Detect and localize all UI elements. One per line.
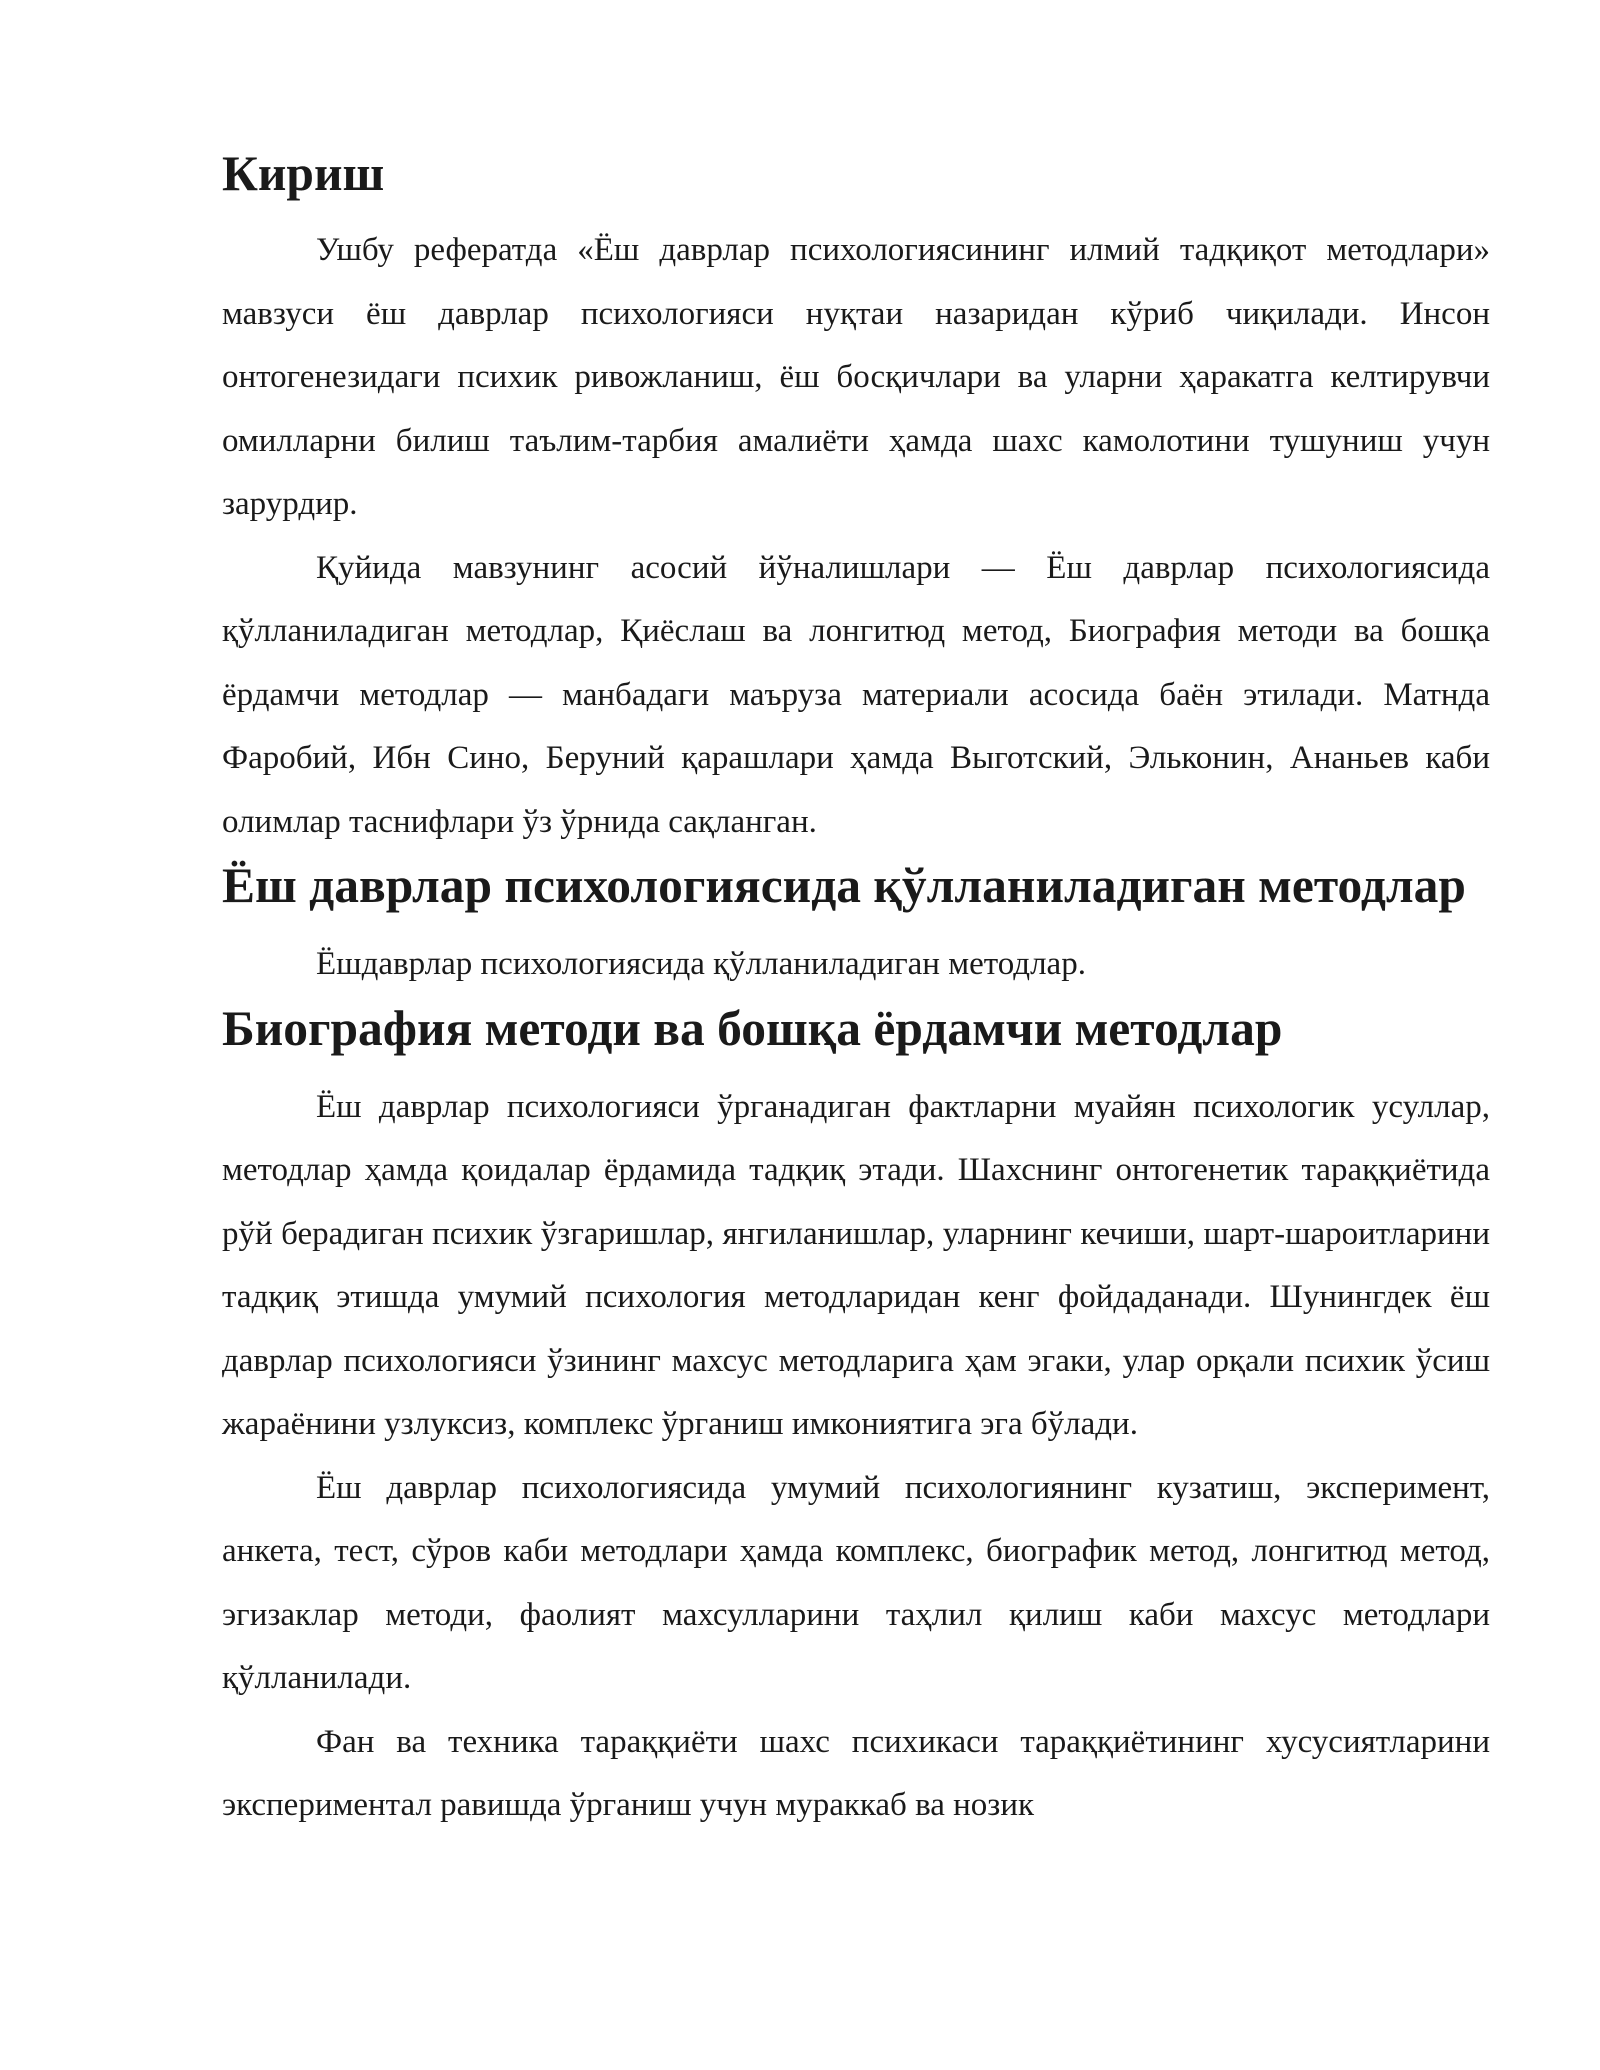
paragraph: Фан ва техника тараққиёти шахс психикаси тараққиётининг хусусиятларини экспериментал равишда ўрганиш учун мураккаб ва нозик (222, 1723, 1490, 1823)
paragraph: Ёшдаврлар психологиясида қўлланиладиган методлар. (316, 946, 1086, 982)
paragraph: Ёш даврлар психологиясида умумий психологиянинг кузатиш, эксперимент, анкета, тест, сўров каби методлари ҳамда комплекс, биографик метод, лонгитюд метод, эгизаклар методи, фаолият махсулларини таҳлил қилиш каби махсус методлари қўлланилади. (222, 1469, 1490, 1696)
paragraph: Ёш даврлар психологияси ўрганадиган фактларни муайян психологик усуллар, методлар ҳамда қоидалар ёрдамида тадқиқ этади. Шахснинг онтогенетик тараққиётида рўй берадиган психик ўзгаришлар, янгиланишлар, уларнинг кечиши, шарт-шароитларини тадқиқ этишда умумий психология методларидан кенг фойдаданади. Шунингдек ёш даврлар психологияси ўзининг махсус методларига ҳам эгаки, улар орқали психик ўсиш жараёнини узлуксиз, комплекс ўрганиш имкониятига эга бўлади. (222, 1088, 1490, 1442)
document-page (222, 142, 1490, 1838)
paragraph: Ушбу рефератда «Ёш даврлар психологиясининг илмий тадқиқот методлари» мавзуси ёш даврлар психологияси нуқтаи назаридан кўриб чиқилади. Инсон онтогенезидаги психик ривожланиш, ёш босқичлари ва уларни ҳаракатга келтирувчи омилларни билиш таълим-тарбия амалиёти ҳамда шахс камолотини тушуниш учун зарурдир. (222, 232, 1490, 522)
paragraph: Қуйида мавзунинг асосий йўналишлари — Ёш даврлар психологиясида қўлланиладиган методлар, Қиёслаш ва лонгитюд метод, Биография методи ва бошқа ёрдамчи методлар — манбадаги маъруза материали асосида баён этилади. Матнда Фаробий, Ибн Сино, Беруний қарашлари ҳамда Выготский, Эльконин, Ананьев каби олимлар таснифлари ўз ўрнида сақланган. (222, 549, 1490, 840)
section-heading-methods: Ёш даврлар психологиясида қўлланиладиган методлар (222, 858, 1466, 913)
section-heading-biography-method: Биография методи ва бошқа ёрдамчи методлар (222, 1000, 1283, 1056)
section-heading-introduction: Кириш (222, 146, 385, 201)
